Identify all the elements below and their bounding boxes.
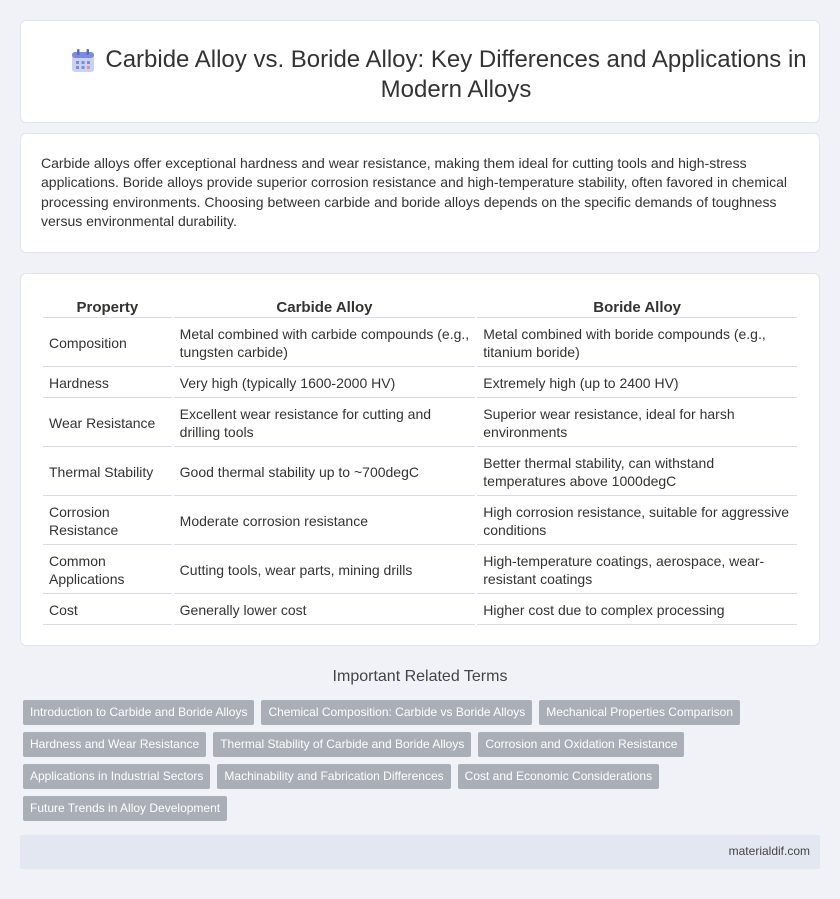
boride-cell: High corrosion resistance, suitable for aggressive conditions <box>477 498 797 545</box>
property-cell: Cost <box>43 596 172 625</box>
boride-cell: Extremely high (up to 2400 HV) <box>477 369 797 398</box>
intro-paragraph: Carbide alloys offer exceptional hardness and wear resistance, making them ideal for cutting tools and high-stress applications. Boride alloys provide superior corrosion resistance and high-temperature stability, often favored in chemical processing environments. Choosing between carbide and boride alloys depends on the specific demands of toughness versus environmental durability. <box>41 155 788 230</box>
boride-cell: Better thermal stability, can withstand temperatures above 1000degC <box>477 449 797 496</box>
related-term-tag[interactable]: Chemical Composition: Carbide vs Boride Alloys <box>261 700 532 725</box>
table-row <box>43 320 797 367</box>
carbide-cell: Cutting tools, wear parts, mining drills <box>174 547 476 594</box>
carbide-cell: Generally lower cost <box>174 596 476 625</box>
property-cell: Corrosion Resistance <box>43 498 172 545</box>
related-terms-heading: Important Related Terms <box>332 668 508 685</box>
related-term-tag[interactable]: Machinability and Fabrication Differences <box>217 764 450 789</box>
table-row <box>43 596 797 625</box>
comparison-card <box>20 273 820 646</box>
carbide-cell: Metal combined with carbide compounds (e.g., tungsten carbide) <box>174 320 476 367</box>
property-cell: Wear Resistance <box>43 400 172 447</box>
property-cell: Common Applications <box>43 547 172 594</box>
footer-site-link[interactable]: materialdif.com <box>728 844 810 858</box>
boride-cell: Higher cost due to complex processing <box>477 596 797 625</box>
table-row <box>43 400 797 447</box>
carbide-cell: Good thermal stability up to ~700degC <box>174 449 476 496</box>
table-header-row <box>43 296 797 318</box>
related-term-tag[interactable]: Mechanical Properties Comparison <box>539 700 740 725</box>
related-term-tag[interactable]: Thermal Stability of Carbide and Boride Alloys <box>213 732 471 757</box>
intro-card <box>20 133 820 253</box>
table-row <box>43 449 797 496</box>
related-term-tag[interactable]: Applications in Industrial Sectors <box>23 764 210 789</box>
column-header-boride: Boride Alloy <box>477 296 797 318</box>
boride-cell: Superior wear resistance, ideal for harsh environments <box>477 400 797 447</box>
table-row <box>43 369 797 398</box>
related-term-tag[interactable]: Hardness and Wear Resistance <box>23 732 206 757</box>
column-header-property: Property <box>43 296 172 318</box>
table-row <box>43 498 797 545</box>
boride-cell: High-temperature coatings, aerospace, wear-resistant coatings <box>477 547 797 594</box>
page-title: Carbide Alloy vs. Boride Alloy: Key Differences and Applications in Modern Alloys <box>105 46 807 103</box>
related-term-tag[interactable]: Corrosion and Oxidation Resistance <box>478 732 684 757</box>
comparison-table <box>41 294 799 627</box>
carbide-cell: Very high (typically 1600-2000 HV) <box>174 369 476 398</box>
related-term-tag[interactable]: Future Trends in Alloy Development <box>23 796 227 821</box>
footer <box>20 835 820 869</box>
title-card <box>20 20 820 123</box>
property-cell: Hardness <box>43 369 172 398</box>
property-cell: Thermal Stability <box>43 449 172 496</box>
related-term-tag[interactable]: Cost and Economic Considerations <box>458 764 659 789</box>
column-header-carbide: Carbide Alloy <box>174 296 476 318</box>
related-term-tag[interactable]: Introduction to Carbide and Boride Alloys <box>23 700 254 725</box>
table-row <box>43 547 797 594</box>
related-terms-list <box>23 700 783 821</box>
carbide-cell: Moderate corrosion resistance <box>174 498 476 545</box>
property-cell: Composition <box>43 320 172 367</box>
carbide-cell: Excellent wear resistance for cutting and drilling tools <box>174 400 476 447</box>
boride-cell: Metal combined with boride compounds (e.g., titanium boride) <box>477 320 797 367</box>
